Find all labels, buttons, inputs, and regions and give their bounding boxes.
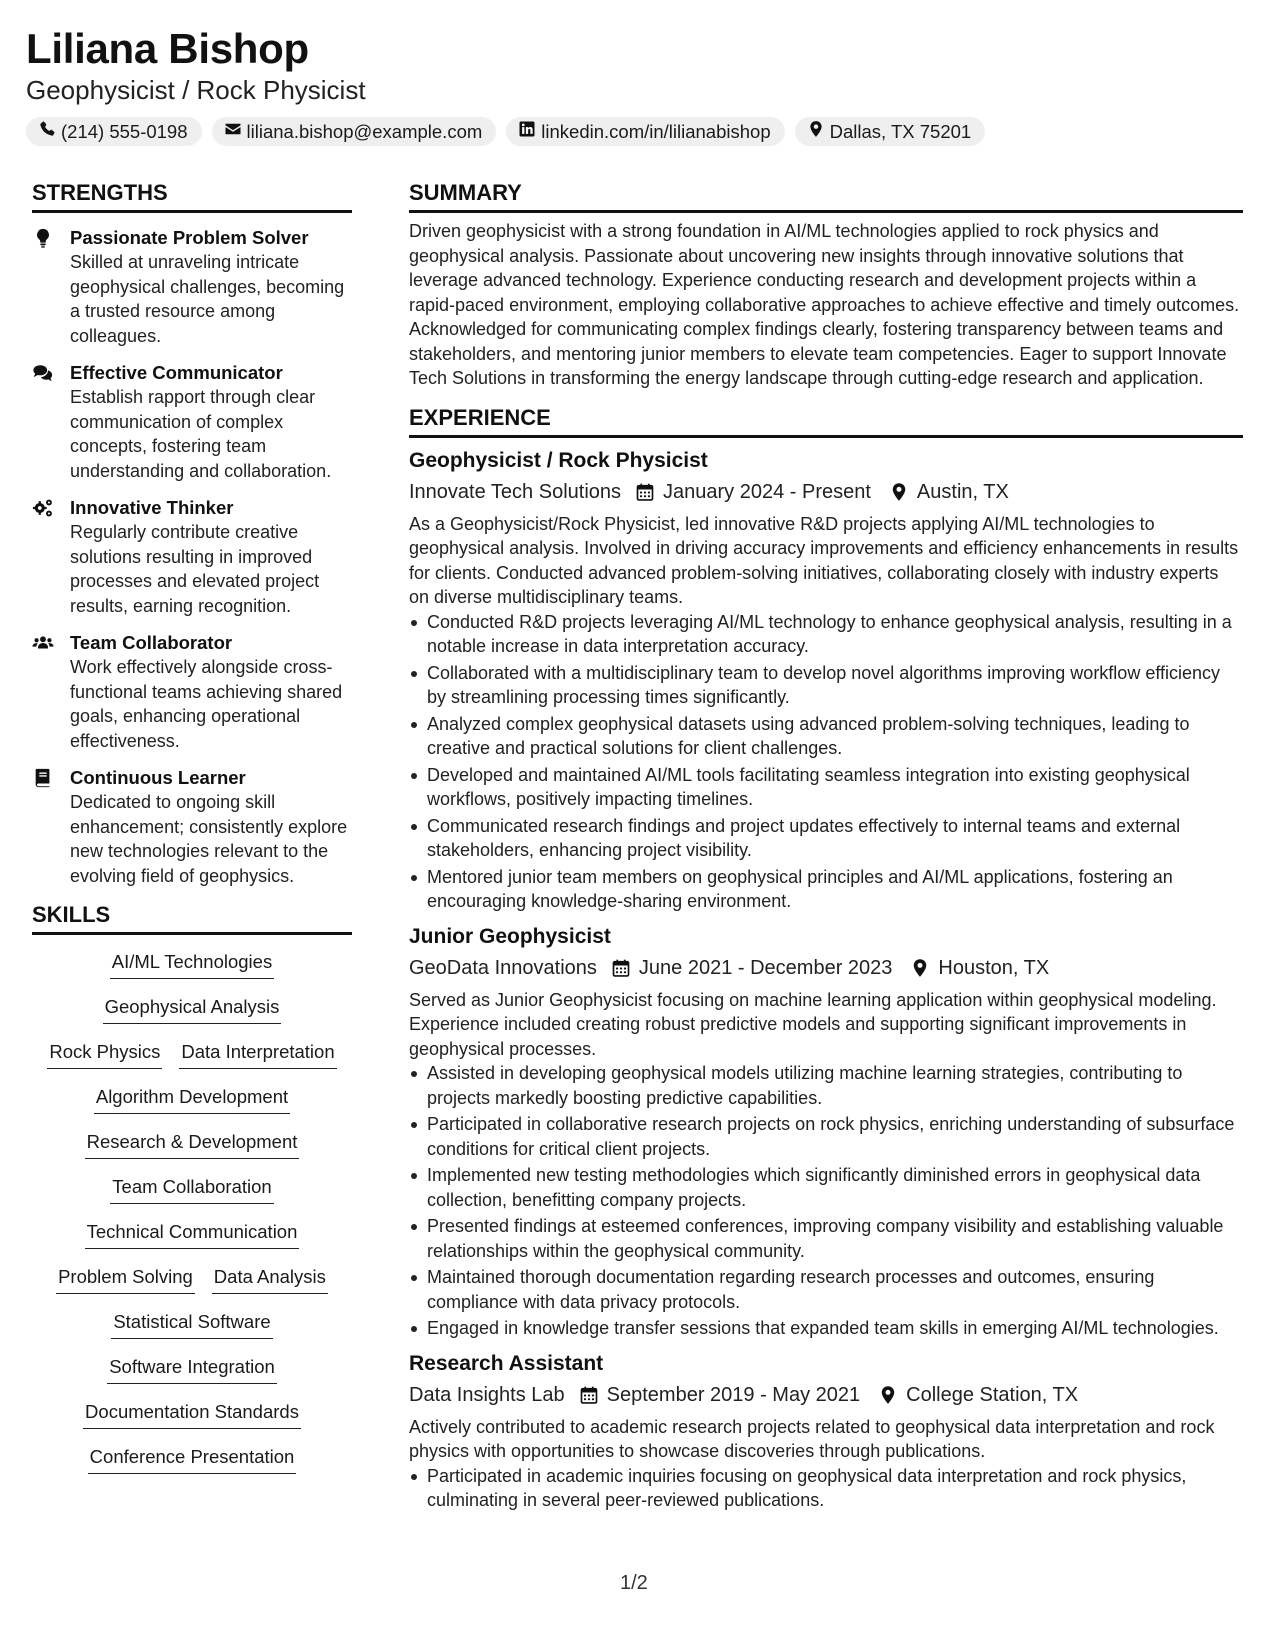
email-text: liliana.bishop@example.com (246, 120, 483, 142)
skill-tag: Geophysical Analysis (103, 994, 282, 1024)
job-description: As a Geophysicist/Rock Physicist, led innovative R&D projects applying AI/ML technologies to geophysical analysis. Involved in driving accuracy improvements and efficiency enhancements in results for clients. Conducted advanced problem-solving initiatives, collaborating closely with industry experts on diverse multidisciplinary teams. (409, 513, 1239, 607)
strength-item (32, 225, 352, 348)
bullet-item: Conducted R&D projects leveraging AI/ML technology to enhance geophysical analysis, resulting in a notable increase in data interpretation accuracy. (409, 610, 1243, 659)
skill-tag: Research & Development (85, 1129, 300, 1159)
strength-item (32, 630, 352, 753)
skill-tag: Technical Communication (85, 1219, 300, 1249)
bullet-item: Presented findings at esteemed conferences, improving company visibility and establishing valuable relationships within the geophysical community. (409, 1214, 1243, 1263)
summary-heading: SUMMARY (409, 178, 1243, 213)
bullet-item: Communicated research findings and project updates effectively to internal teams and external stakeholders, enhancing project visibility. (409, 814, 1243, 863)
job-location: College Station, TX (906, 1383, 1079, 1406)
skill-tag: AI/ML Technologies (110, 949, 274, 979)
job-bullets (409, 610, 1243, 914)
summary-text: Driven geophysicist with a strong foundation in AI/ML technologies applied to rock physics and geophysical analysis. Passionate about uncovering new insights through innovative solutions that leverage advanced technology. Experience conducting research and development projects within a rapid-paced environment, employing collaborative approaches to achieve effective and timely outcomes. Acknowledged for communicating complex findings clearly, fostering transparency between teams and stakeholders, and mentoring junior members to elevate team competencies. Eager to support Innovate Tech Solutions in transforming the energy landscape through cutting-edge research and application. (409, 221, 1240, 388)
calendar-icon (579, 1385, 599, 1405)
bullet-item: Participated in collaborative research projects on rock physics, enriching understanding of subsurface conditions for critical client projects. (409, 1112, 1243, 1161)
skill-tag: Conference Presentation (88, 1444, 297, 1474)
skill-tag: Problem Solving (56, 1264, 195, 1294)
job-entry (409, 922, 1243, 1341)
linkedin-icon (518, 120, 536, 143)
job-location: Austin, TX (916, 480, 1009, 503)
bullet-item: Developed and maintained AI/ML tools facilitating seamless integration into existing geophysical workflows, positively impacting timelines. (409, 763, 1243, 812)
experience-heading: EXPERIENCE (409, 403, 1243, 438)
contact-linkedin[interactable] (506, 117, 784, 146)
strength-title: Team Collaborator (70, 632, 233, 653)
users-icon (32, 630, 70, 753)
strength-desc: Work effectively alongside cross-functional teams achieving shared goals, enhancing operational effectiveness. (70, 657, 343, 751)
job-description: Served as Junior Geophysicist focusing on machine learning application within geophysical modeling. Experience included creating robust predictive models and supporting significant improvements in geophysical processes. (409, 989, 1217, 1059)
job-dates: January 2024 - Present (663, 480, 871, 503)
job-location: Houston, TX (938, 956, 1050, 979)
skill-tag: Rock Physics (47, 1039, 162, 1069)
lightbulb-icon (32, 225, 70, 348)
strength-item (32, 495, 352, 618)
skills-section (32, 900, 352, 1489)
bullet-item: Collaborated with a multidisciplinary team to develop novel algorithms improving workflow efficiency by streamlining processing times significantly. (409, 661, 1243, 710)
skills-heading: SKILLS (32, 900, 352, 935)
bullet-item: Engaged in knowledge transfer sessions that expanded team skills in emerging AI/ML technologies. (409, 1316, 1243, 1341)
linkedin-text: linkedin.com/in/lilianabishop (541, 120, 771, 142)
strengths-heading: STRENGTHS (32, 178, 352, 213)
comments-icon (32, 360, 70, 483)
company-name: Innovate Tech Solutions (409, 480, 622, 503)
calendar-icon (635, 482, 655, 502)
strength-item (32, 360, 352, 483)
map-pin-icon (878, 1385, 898, 1405)
book-icon (32, 765, 70, 888)
skill-tag: Algorithm Development (94, 1084, 290, 1114)
job-meta (409, 953, 1243, 983)
page-number: 1/2 (620, 1572, 648, 1594)
skill-tag: Statistical Software (111, 1309, 272, 1339)
contact-location (795, 117, 986, 146)
experience-section (409, 403, 1243, 1513)
job-title: Research Assistant (409, 1351, 604, 1375)
strength-title: Continuous Learner (70, 767, 246, 788)
bullet-item: Maintained thorough documentation regarding research processes and outcomes, ensuring compliance with data privacy protocols. (409, 1265, 1243, 1314)
skill-tag: Data Interpretation (179, 1039, 336, 1069)
candidate-name: Liliana Bishop (26, 25, 309, 72)
strength-title: Effective Communicator (70, 362, 283, 383)
strengths-section (32, 178, 352, 888)
strength-item (32, 765, 352, 888)
strength-desc: Establish rapport through clear communication of complex concepts, fostering team understanding and collaboration. (70, 387, 332, 481)
contact-email[interactable] (212, 117, 497, 146)
strength-desc: Dedicated to ongoing skill enhancement; consistently explore new technologies relevant to the evolving field of geophysics. (70, 792, 348, 886)
location-text: Dallas, TX 75201 (829, 120, 972, 142)
phone-icon (38, 120, 56, 143)
skill-tag: Team Collaboration (110, 1174, 273, 1204)
job-bullets (409, 1061, 1243, 1341)
job-dates: September 2019 - May 2021 (606, 1383, 861, 1406)
candidate-title: Geophysicist / Rock Physicist (26, 75, 366, 105)
job-meta (409, 477, 1243, 507)
envelope-icon (224, 120, 242, 143)
skill-tag: Data Analysis (212, 1264, 328, 1294)
job-entry (409, 446, 1243, 914)
job-title: Junior Geophysicist (409, 924, 611, 948)
company-name: GeoData Innovations (409, 956, 597, 979)
job-bullets (409, 1464, 1243, 1513)
map-pin-icon (910, 958, 930, 978)
contact-phone[interactable] (26, 117, 202, 146)
left-column (32, 178, 352, 1489)
skill-tag: Software Integration (107, 1354, 277, 1384)
contact-bar (26, 117, 1246, 146)
job-entry (409, 1349, 1243, 1513)
resume-header (26, 24, 1246, 146)
job-description: Actively contributed to academic research projects related to geophysical data interpretation and rock physics with opportunities to showcase discoveries through publications. (409, 1416, 1215, 1461)
job-meta (409, 1380, 1243, 1410)
map-pin-icon (889, 482, 909, 502)
phone-text: (214) 555-0198 (61, 120, 188, 142)
strength-desc: Regularly contribute creative solutions resulting in improved processes and elevated project results, earning recognition. (70, 522, 320, 616)
bullet-item: Implemented new testing methodologies which significantly diminished errors in geophysical data collection, benefitting company projects. (409, 1163, 1243, 1212)
calendar-icon (611, 958, 631, 978)
summary-section (409, 178, 1243, 391)
job-title: Geophysicist / Rock Physicist (409, 448, 708, 472)
bullet-item: Mentored junior team members on geophysical principles and AI/ML applications, fostering an encouraging knowledge-sharing environment. (409, 865, 1243, 914)
gears-icon (32, 495, 70, 618)
strength-desc: Skilled at unraveling intricate geophysical challenges, becoming a trusted resource among colleagues. (70, 252, 345, 346)
strength-title: Innovative Thinker (70, 497, 234, 518)
company-name: Data Insights Lab (409, 1383, 565, 1406)
right-column (409, 178, 1243, 1515)
bullet-item: Assisted in developing geophysical models utilizing machine learning strategies, contributing to projects markedly boosting predictive capabilities. (409, 1061, 1243, 1110)
strength-title: Passionate Problem Solver (70, 227, 309, 248)
bullet-item: Analyzed complex geophysical datasets using advanced problem-solving techniques, leading to creative and practical solutions for client challenges. (409, 712, 1243, 761)
bullet-item: Participated in academic inquiries focusing on geophysical data interpretation and rock physics, culminating in several peer-reviewed publications. (409, 1464, 1243, 1513)
skills-list (32, 949, 352, 1489)
map-pin-icon (807, 120, 825, 143)
job-dates: June 2021 - December 2023 (638, 956, 893, 979)
skill-tag: Documentation Standards (83, 1399, 301, 1429)
